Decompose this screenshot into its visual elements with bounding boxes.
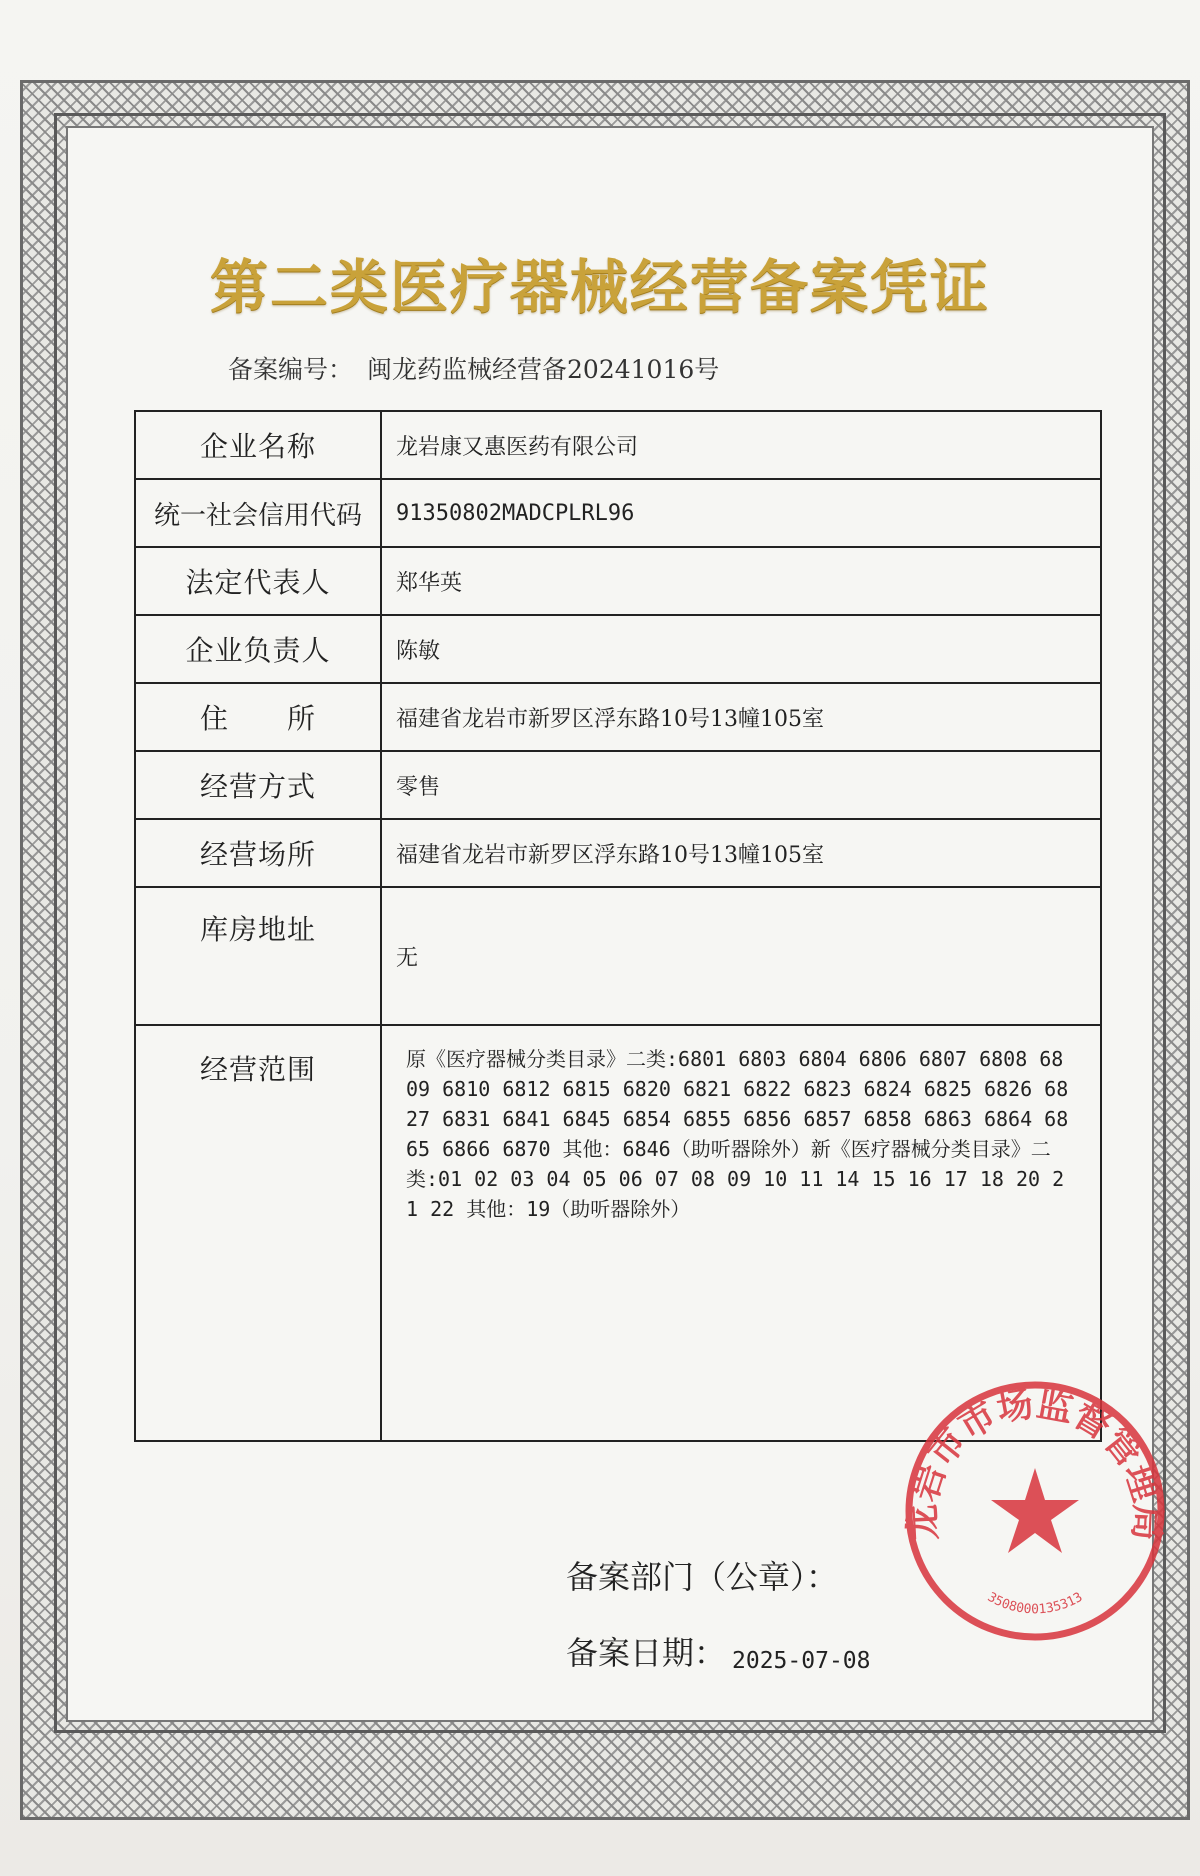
field-label: 企业负责人 <box>135 615 381 683</box>
info-table <box>134 410 1102 1442</box>
legal-rep-value: 郑华英 <box>381 547 1101 615</box>
table-row <box>135 819 1101 887</box>
certificate-title: 第二类医疗器械经营备案凭证 <box>209 253 990 321</box>
official-seal-icon <box>900 1376 1170 1646</box>
address-value: 福建省龙岩市新罗区浮东路10号13幢105室 <box>381 683 1101 751</box>
manager-value: 陈敏 <box>381 615 1101 683</box>
filing-date <box>566 1628 871 1674</box>
business-mode-value: 零售 <box>381 751 1101 819</box>
business-scope-value: 原《医疗器械分类目录》二类:6801 6803 6804 6806 6807 6808 6809 6810 6812 6815 6820 6821 6822 6823 6824 6825 6826 6827 6831 6841 6845 6854 6855 6856 6857 6858 6863 6864 6865 6866 6870 其他：6846（助听器除外）新《医疗器械分类目录》二类:01 02 03 04 05 06 07 08 09 10 11 14 15 16 17 18 20 21 22 其他：19（助听器除外） <box>381 1025 1101 1441</box>
record-number-value: 闽龙药监械经营备20241016号 <box>367 355 720 384</box>
seal-number: 3508000135313 <box>984 1589 1086 1618</box>
field-label: 住 所 <box>135 683 381 751</box>
table-row <box>135 683 1101 751</box>
table-row <box>135 615 1101 683</box>
field-label: 经营范围 <box>135 1025 381 1441</box>
svg-text:3508000135313 <box>985 1590 1086 1617</box>
record-number-label: 备案编号： <box>228 355 354 384</box>
table-row <box>135 479 1101 547</box>
field-label: 库房地址 <box>135 887 381 1025</box>
filing-department <box>566 1552 838 1598</box>
field-label: 统一社会信用代码 <box>135 479 381 547</box>
table-row <box>135 887 1101 1025</box>
seal-text: 龙岩市市场监督管理局 <box>902 1383 1168 1542</box>
field-label: 经营场所 <box>135 819 381 887</box>
filing-date-label: 备案日期： <box>566 1634 727 1672</box>
credit-code-value: 91350802MADCPLRL96 <box>381 479 1101 547</box>
field-label: 企业名称 <box>135 411 381 479</box>
warehouse-value: 无 <box>381 887 1101 1025</box>
company-name-value: 龙岩康又惠医药有限公司 <box>381 411 1101 479</box>
table-row <box>135 547 1101 615</box>
premises-value: 福建省龙岩市新罗区浮东路10号13幢105室 <box>381 819 1101 887</box>
table-row <box>135 411 1101 479</box>
filing-date-value: 2025-07-08 <box>732 1648 871 1674</box>
filing-department-label: 备案部门（公章）： <box>566 1558 839 1596</box>
field-label: 法定代表人 <box>135 547 381 615</box>
field-label: 经营方式 <box>135 751 381 819</box>
record-number <box>228 350 719 386</box>
table-row <box>135 751 1101 819</box>
